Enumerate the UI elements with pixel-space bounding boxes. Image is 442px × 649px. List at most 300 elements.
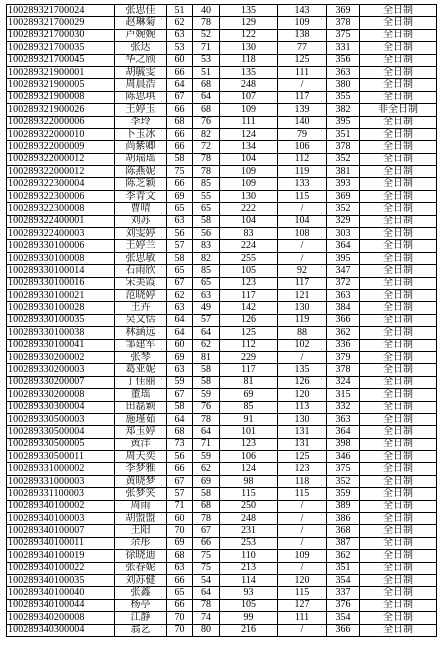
total-score-cell: 387 (327, 537, 360, 549)
candidate-name-cell: 徐晓迪 (115, 550, 167, 562)
subject-one-score-cell: 130 (220, 190, 278, 202)
table-row (7, 550, 437, 562)
subject-two-score-cell: / (278, 525, 327, 537)
subject-two-score-cell: 126 (278, 376, 327, 388)
subject-two-score-cell: 117 (278, 277, 327, 289)
subject-two-score-cell: 130 (278, 302, 327, 314)
total-score-cell: 369 (327, 5, 360, 17)
table-row (7, 153, 437, 165)
foreign-language-score-cell: 62 (193, 463, 220, 475)
subject-one-score-cell: 81 (220, 376, 278, 388)
total-score-cell: 324 (327, 376, 360, 388)
candidate-name-cell: 丁佳丽 (115, 376, 167, 388)
study-mode-cell: 全日制 (360, 314, 437, 326)
foreign-language-score-cell: 55 (193, 190, 220, 202)
candidate-id-cell: 100289321700029 (7, 17, 115, 29)
study-mode-cell: 全日制 (360, 612, 437, 624)
study-mode-cell: 全日制 (360, 79, 437, 91)
study-mode-cell: 全日制 (360, 537, 437, 549)
total-score-cell: 375 (327, 29, 360, 41)
foreign-language-score-cell: 78 (193, 153, 220, 165)
study-mode-cell: 全日制 (360, 42, 437, 54)
total-score-cell: 386 (327, 513, 360, 525)
politics-score-cell: 63 (167, 364, 193, 376)
subject-one-score-cell: 124 (220, 463, 278, 475)
politics-score-cell: 64 (167, 413, 193, 425)
total-score-cell: 354 (327, 574, 360, 586)
candidate-id-cell: 100289340100022 (7, 562, 115, 574)
foreign-language-score-cell: 78 (193, 599, 220, 611)
subject-two-score-cell: 92 (278, 265, 327, 277)
foreign-language-score-cell: 67 (193, 525, 220, 537)
politics-score-cell: 65 (167, 203, 193, 215)
table-row (7, 500, 437, 512)
subject-one-score-cell: 123 (220, 277, 278, 289)
total-score-cell: 331 (327, 42, 360, 54)
subject-two-score-cell: 125 (278, 451, 327, 463)
candidate-id-cell: 100289321900005 (7, 79, 115, 91)
candidate-name-cell: 刘苏 (115, 215, 167, 227)
candidate-name-cell: 张思佳 (115, 5, 167, 17)
subject-one-score-cell: 231 (220, 525, 278, 537)
politics-score-cell: 67 (167, 277, 193, 289)
subject-one-score-cell: 135 (220, 66, 278, 78)
candidate-name-cell: 林涵远 (115, 327, 167, 339)
table-row (7, 389, 437, 401)
subject-two-score-cell: 109 (278, 17, 327, 29)
table-row (7, 513, 437, 525)
candidate-id-cell: 100289331000002 (7, 463, 115, 475)
study-mode-cell: 全日制 (360, 587, 437, 599)
total-score-cell: 372 (327, 277, 360, 289)
table-row (7, 438, 437, 450)
table-row (7, 190, 437, 202)
politics-score-cell: 66 (167, 104, 193, 116)
study-mode-cell: 全日制 (360, 228, 437, 240)
foreign-language-score-cell: 54 (193, 574, 220, 586)
table-row (7, 351, 437, 363)
study-mode-cell: 全日制 (360, 513, 437, 525)
candidate-name-cell: 张思敏 (115, 252, 167, 264)
total-score-cell: 337 (327, 587, 360, 599)
study-mode-cell: 全日制 (360, 178, 437, 190)
politics-score-cell: 62 (167, 289, 193, 301)
table-row (7, 537, 437, 549)
study-mode-cell: 全日制 (360, 265, 437, 277)
candidate-id-cell: 100289330100006 (7, 240, 115, 252)
subject-two-score-cell: 138 (278, 29, 327, 41)
table-row (7, 574, 437, 586)
candidate-name-cell: 邹建军 (115, 339, 167, 351)
candidate-id-cell: 100289330100035 (7, 314, 115, 326)
total-score-cell: 359 (327, 488, 360, 500)
total-score-cell: 395 (327, 252, 360, 264)
candidate-id-cell: 100289322300006 (7, 190, 115, 202)
table-row (7, 128, 437, 140)
candidate-name-cell: 黄晓梦 (115, 475, 167, 487)
politics-score-cell: 71 (167, 500, 193, 512)
candidate-id-cell: 100289340100035 (7, 574, 115, 586)
table-row (7, 228, 437, 240)
total-score-cell: 375 (327, 463, 360, 475)
candidate-name-cell: 郑玉婷 (115, 426, 167, 438)
candidate-name-cell: 王卉 (115, 302, 167, 314)
total-score-cell: 362 (327, 550, 360, 562)
study-mode-cell: 全日制 (360, 451, 437, 463)
candidate-name-cell: 周雨 (115, 500, 167, 512)
subject-one-score-cell: 83 (220, 228, 278, 240)
total-score-cell: 380 (327, 79, 360, 91)
politics-score-cell: 66 (167, 178, 193, 190)
subject-two-score-cell: 111 (278, 66, 327, 78)
foreign-language-score-cell: 81 (193, 351, 220, 363)
study-mode-cell: 全日制 (360, 54, 437, 66)
foreign-language-score-cell: 69 (193, 475, 220, 487)
candidate-id-cell: 100289331000003 (7, 475, 115, 487)
subject-one-score-cell: 112 (220, 339, 278, 351)
politics-score-cell: 63 (167, 215, 193, 227)
total-score-cell: 381 (327, 166, 360, 178)
study-mode-cell: 全日制 (360, 327, 437, 339)
table-row (7, 116, 437, 128)
candidate-name-cell: 尚紫卿 (115, 141, 167, 153)
politics-score-cell: 64 (167, 79, 193, 91)
table-row (7, 463, 437, 475)
total-score-cell: 378 (327, 141, 360, 153)
foreign-language-score-cell: 78 (193, 513, 220, 525)
foreign-language-score-cell: 82 (193, 252, 220, 264)
candidate-name-cell: 周晨浩 (115, 79, 167, 91)
subject-two-score-cell: 118 (278, 475, 327, 487)
study-mode-cell: 全日制 (360, 240, 437, 252)
candidate-name-cell: 陈思琪 (115, 91, 167, 103)
politics-score-cell: 67 (167, 91, 193, 103)
candidate-id-cell: 100289340100003 (7, 513, 115, 525)
foreign-language-score-cell: 78 (193, 17, 220, 29)
total-score-cell: 329 (327, 215, 360, 227)
candidate-name-cell: 赵琳菊 (115, 17, 167, 29)
subject-one-score-cell: 125 (220, 327, 278, 339)
study-mode-cell: 全日制 (360, 599, 437, 611)
total-score-cell: 382 (327, 104, 360, 116)
subject-two-score-cell: 127 (278, 599, 327, 611)
candidate-id-cell: 100289330500003 (7, 413, 115, 425)
candidate-id-cell: 100289322000010 (7, 128, 115, 140)
total-score-cell: 332 (327, 401, 360, 413)
study-mode-cell: 全日制 (360, 525, 437, 537)
candidate-id-cell: 100289322300008 (7, 203, 115, 215)
total-score-cell: 364 (327, 240, 360, 252)
table-row (7, 265, 437, 277)
candidate-id-cell: 100289321900001 (7, 66, 115, 78)
candidate-id-cell: 100289321700035 (7, 42, 115, 54)
subject-one-score-cell: 85 (220, 401, 278, 413)
foreign-language-score-cell: 64 (193, 426, 220, 438)
study-mode-cell: 全日制 (360, 624, 437, 636)
candidate-id-cell: 100289330100038 (7, 327, 115, 339)
politics-score-cell: 53 (167, 42, 193, 54)
candidate-name-cell: 翁艺 (115, 624, 167, 636)
candidate-name-cell: 葛亚妮 (115, 364, 167, 376)
study-mode-cell: 全日制 (360, 190, 437, 202)
table-row (7, 314, 437, 326)
subject-two-score-cell: 120 (278, 574, 327, 586)
candidate-name-cell: 黄洋 (115, 438, 167, 450)
foreign-language-score-cell: 51 (193, 66, 220, 78)
candidate-name-cell: 王婷兰 (115, 240, 167, 252)
foreign-language-score-cell: 83 (193, 240, 220, 252)
candidate-id-cell: 100289321900008 (7, 91, 115, 103)
foreign-language-score-cell: 65 (193, 277, 220, 289)
foreign-language-score-cell: 85 (193, 178, 220, 190)
candidate-name-cell: 张鑫 (115, 587, 167, 599)
subject-one-score-cell: 250 (220, 500, 278, 512)
candidate-name-cell: 田磊颖 (115, 401, 167, 413)
total-score-cell: 351 (327, 128, 360, 140)
study-mode-cell: 全日制 (360, 401, 437, 413)
table-row (7, 624, 437, 636)
total-score-cell: 368 (327, 525, 360, 537)
candidate-name-cell: 李青文 (115, 190, 167, 202)
subject-two-score-cell: 123 (278, 463, 327, 475)
subject-two-score-cell: 120 (278, 389, 327, 401)
table-row (7, 451, 437, 463)
total-score-cell: 393 (327, 178, 360, 190)
politics-score-cell: 66 (167, 128, 193, 140)
total-score-cell: 366 (327, 314, 360, 326)
subject-two-score-cell: / (278, 513, 327, 525)
table-row (7, 327, 437, 339)
subject-two-score-cell: 108 (278, 228, 327, 240)
study-mode-cell: 全日制 (360, 463, 437, 475)
candidate-id-cell: 100289330100021 (7, 289, 115, 301)
foreign-language-score-cell: 64 (193, 327, 220, 339)
subject-one-score-cell: 115 (220, 488, 278, 500)
subject-one-score-cell: 134 (220, 141, 278, 153)
subject-two-score-cell: 77 (278, 42, 327, 54)
total-score-cell: 351 (327, 562, 360, 574)
subject-two-score-cell: / (278, 79, 327, 91)
candidate-id-cell: 100289340100019 (7, 550, 115, 562)
subject-one-score-cell: 124 (220, 128, 278, 140)
subject-two-score-cell: 115 (278, 587, 327, 599)
total-score-cell: 376 (327, 599, 360, 611)
total-score-cell: 352 (327, 475, 360, 487)
subject-one-score-cell: 91 (220, 413, 278, 425)
table-row (7, 166, 437, 178)
score-table-body (7, 5, 437, 637)
candidate-id-cell: 100289322400001 (7, 215, 115, 227)
subject-one-score-cell: 255 (220, 252, 278, 264)
candidate-name-cell: 卜玉冰 (115, 128, 167, 140)
foreign-language-score-cell: 82 (193, 128, 220, 140)
table-row (7, 525, 437, 537)
candidate-id-cell: 100289340100007 (7, 525, 115, 537)
subject-one-score-cell: 216 (220, 624, 278, 636)
subject-two-score-cell: 102 (278, 339, 327, 351)
candidate-id-cell: 100289322300004 (7, 178, 115, 190)
candidate-id-cell: 100289330200008 (7, 389, 115, 401)
subject-one-score-cell: 123 (220, 438, 278, 450)
politics-score-cell: 57 (167, 240, 193, 252)
study-mode-cell: 全日制 (360, 550, 437, 562)
candidate-name-cell: 华之颀 (115, 54, 167, 66)
study-mode-cell: 全日制 (360, 203, 437, 215)
table-row (7, 562, 437, 574)
study-mode-cell: 全日制 (360, 215, 437, 227)
study-mode-cell: 全日制 (360, 488, 437, 500)
subject-one-score-cell: 122 (220, 29, 278, 41)
study-mode-cell: 全日制 (360, 17, 437, 29)
foreign-language-score-cell: 75 (193, 562, 220, 574)
subject-one-score-cell: 69 (220, 389, 278, 401)
table-row (7, 5, 437, 17)
subject-one-score-cell: 117 (220, 364, 278, 376)
candidate-id-cell: 100289331100003 (7, 488, 115, 500)
politics-score-cell: 75 (167, 166, 193, 178)
subject-one-score-cell: 104 (220, 215, 278, 227)
politics-score-cell: 58 (167, 401, 193, 413)
politics-score-cell: 70 (167, 525, 193, 537)
total-score-cell: 378 (327, 364, 360, 376)
foreign-language-score-cell: 40 (193, 5, 220, 17)
foreign-language-score-cell: 76 (193, 116, 220, 128)
foreign-language-score-cell: 71 (193, 42, 220, 54)
subject-one-score-cell: 130 (220, 42, 278, 54)
study-mode-cell: 全日制 (360, 413, 437, 425)
politics-score-cell: 70 (167, 612, 193, 624)
politics-score-cell: 67 (167, 475, 193, 487)
subject-one-score-cell: 110 (220, 550, 278, 562)
candidate-id-cell: 100289330500011 (7, 451, 115, 463)
total-score-cell: 364 (327, 426, 360, 438)
candidate-name-cell: 胡盟盟 (115, 513, 167, 525)
foreign-language-score-cell: 68 (193, 79, 220, 91)
table-row (7, 364, 437, 376)
subject-two-score-cell: / (278, 203, 327, 215)
politics-score-cell: 73 (167, 438, 193, 450)
study-mode-cell: 非全日制 (360, 104, 437, 116)
politics-score-cell: 66 (167, 66, 193, 78)
foreign-language-score-cell: 53 (193, 54, 220, 66)
candidate-id-cell: 100289340100002 (7, 500, 115, 512)
table-row (7, 66, 437, 78)
total-score-cell: 369 (327, 190, 360, 202)
candidate-name-cell: 周天奕 (115, 451, 167, 463)
politics-score-cell: 68 (167, 116, 193, 128)
candidate-id-cell: 100289340200008 (7, 612, 115, 624)
total-score-cell: 354 (327, 612, 360, 624)
subject-one-score-cell: 101 (220, 426, 278, 438)
politics-score-cell: 66 (167, 141, 193, 153)
total-score-cell: 362 (327, 327, 360, 339)
total-score-cell: 303 (327, 228, 360, 240)
table-row (7, 426, 437, 438)
candidate-id-cell: 100289330100041 (7, 339, 115, 351)
foreign-language-score-cell: 58 (193, 488, 220, 500)
study-mode-cell: 全日制 (360, 339, 437, 351)
foreign-language-score-cell: 52 (193, 29, 220, 41)
candidate-id-cell: 100289330200003 (7, 364, 115, 376)
subject-two-score-cell: 109 (278, 550, 327, 562)
subject-two-score-cell: 121 (278, 289, 327, 301)
table-row (7, 17, 437, 29)
subject-two-score-cell: / (278, 624, 327, 636)
candidate-id-cell: 100289340100044 (7, 599, 115, 611)
subject-two-score-cell: / (278, 537, 327, 549)
subject-one-score-cell: 224 (220, 240, 278, 252)
subject-one-score-cell: 229 (220, 351, 278, 363)
subject-one-score-cell: 248 (220, 79, 278, 91)
study-mode-cell: 全日制 (360, 153, 437, 165)
subject-one-score-cell: 93 (220, 587, 278, 599)
politics-score-cell: 56 (167, 451, 193, 463)
study-mode-cell: 全日制 (360, 91, 437, 103)
table-row (7, 79, 437, 91)
subject-two-score-cell: 140 (278, 116, 327, 128)
total-score-cell: 352 (327, 203, 360, 215)
candidate-id-cell: 100289321700045 (7, 54, 115, 66)
foreign-language-score-cell: 74 (193, 612, 220, 624)
table-row (7, 91, 437, 103)
candidate-id-cell: 100289330500005 (7, 438, 115, 450)
politics-score-cell: 69 (167, 537, 193, 549)
subject-two-score-cell: 112 (278, 153, 327, 165)
subject-one-score-cell: 105 (220, 265, 278, 277)
foreign-language-score-cell: 68 (193, 104, 220, 116)
subject-two-score-cell: / (278, 500, 327, 512)
candidate-name-cell: 陈芝颖 (115, 178, 167, 190)
foreign-language-score-cell: 64 (193, 587, 220, 599)
table-row (7, 475, 437, 487)
total-score-cell: 315 (327, 389, 360, 401)
subject-one-score-cell: 114 (220, 574, 278, 586)
foreign-language-score-cell: 58 (193, 215, 220, 227)
study-mode-cell: 全日制 (360, 562, 437, 574)
score-table (6, 4, 437, 637)
subject-two-score-cell: 133 (278, 178, 327, 190)
subject-one-score-cell: 248 (220, 513, 278, 525)
foreign-language-score-cell: 85 (193, 265, 220, 277)
study-mode-cell: 全日制 (360, 574, 437, 586)
candidate-name-cell: 王婷玉 (115, 104, 167, 116)
table-row (7, 104, 437, 116)
candidate-id-cell: 100289322400003 (7, 228, 115, 240)
table-row (7, 203, 437, 215)
table-row (7, 42, 437, 54)
candidate-name-cell: 范晓婷 (115, 289, 167, 301)
study-mode-cell: 全日制 (360, 116, 437, 128)
subject-two-score-cell: 135 (278, 364, 327, 376)
politics-score-cell: 70 (167, 624, 193, 636)
subject-two-score-cell: 131 (278, 426, 327, 438)
study-mode-cell: 全日制 (360, 426, 437, 438)
table-row (7, 599, 437, 611)
foreign-language-score-cell: 57 (193, 314, 220, 326)
table-row (7, 29, 437, 41)
subject-one-score-cell: 107 (220, 91, 278, 103)
politics-score-cell: 51 (167, 5, 193, 17)
candidate-id-cell: 100289330100014 (7, 265, 115, 277)
politics-score-cell: 60 (167, 339, 193, 351)
subject-two-score-cell: 117 (278, 91, 327, 103)
politics-score-cell: 65 (167, 587, 193, 599)
subject-one-score-cell: 99 (220, 612, 278, 624)
candidate-id-cell: 100289322000006 (7, 116, 115, 128)
subject-one-score-cell: 105 (220, 599, 278, 611)
subject-one-score-cell: 109 (220, 104, 278, 116)
study-mode-cell: 全日制 (360, 289, 437, 301)
